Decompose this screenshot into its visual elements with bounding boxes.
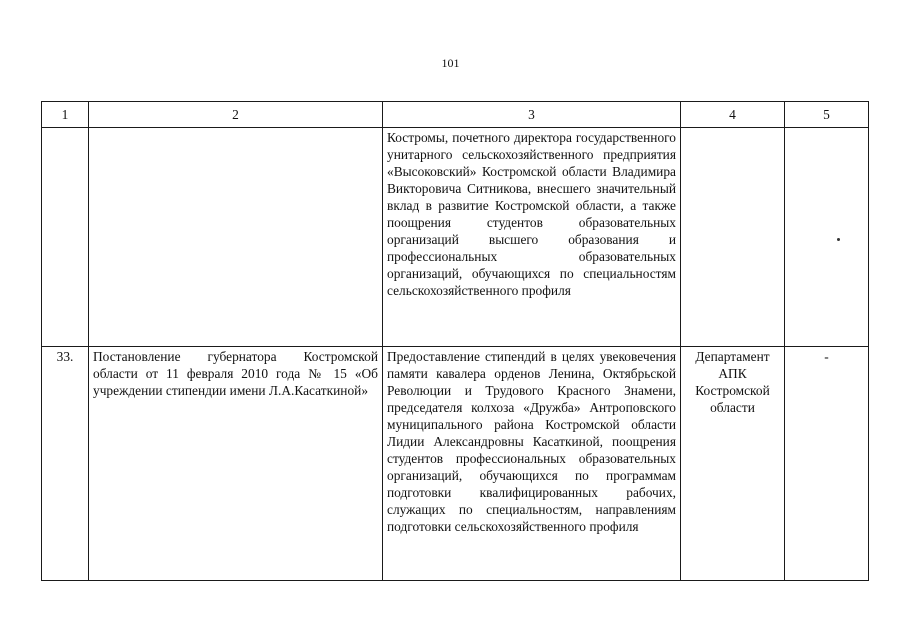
row-document: Постановление губернатора Костромской области от 11 февраля 2010 года № 15 «Об учреждении стипендии имени Л.А.Касаткиной»: [89, 347, 383, 581]
row-description: Предоставление стипендий в целях увековечения памяти кавалера орденов Ленина, Октябрьской Революции и Трудового Красного Знамени, председателя колхоза «Дружба» Антроповского муниципального района Костромской области Лидии Александровны Касаткиной, поощрения студентов профессиональных образовательных организаций, обучающихся по программам подготовки квалифицированных рабочих, служащих по специальностям, направлениям подготовки сельскохозяйственного профиля: [383, 347, 681, 581]
table-header-row: [42, 102, 869, 128]
table-row: [42, 128, 869, 347]
header-col-2: 2: [89, 102, 383, 128]
header-col-4: 4: [681, 102, 785, 128]
row-description: Костромы, почетного директора государственного унитарного сельскохозяйственного предприятия «Высоковский» Костромской области Владимира Викторовича Ситникова, внесшего значительный вклад в развитие Костромской области, а также поощрения студентов образовательных организаций высшего образования и профессиональных образовательных организаций, обучающихся по специальностям сельскохозяйственного профиля: [383, 128, 681, 347]
row-department: [681, 128, 785, 347]
page-number: 101: [441, 56, 460, 70]
scan-speck: [837, 238, 840, 241]
header-col-3: 3: [383, 102, 681, 128]
row-department: Департамент АПК Костромской области: [681, 347, 785, 581]
row-document: [89, 128, 383, 347]
header-col-5: 5: [785, 102, 869, 128]
row-number: [42, 128, 89, 347]
row-note: [785, 128, 869, 347]
document-table: [41, 101, 869, 581]
header-col-1: 1: [42, 102, 89, 128]
row-note: -: [785, 347, 869, 581]
table-row: [42, 347, 869, 581]
row-number: 33.: [42, 347, 89, 581]
